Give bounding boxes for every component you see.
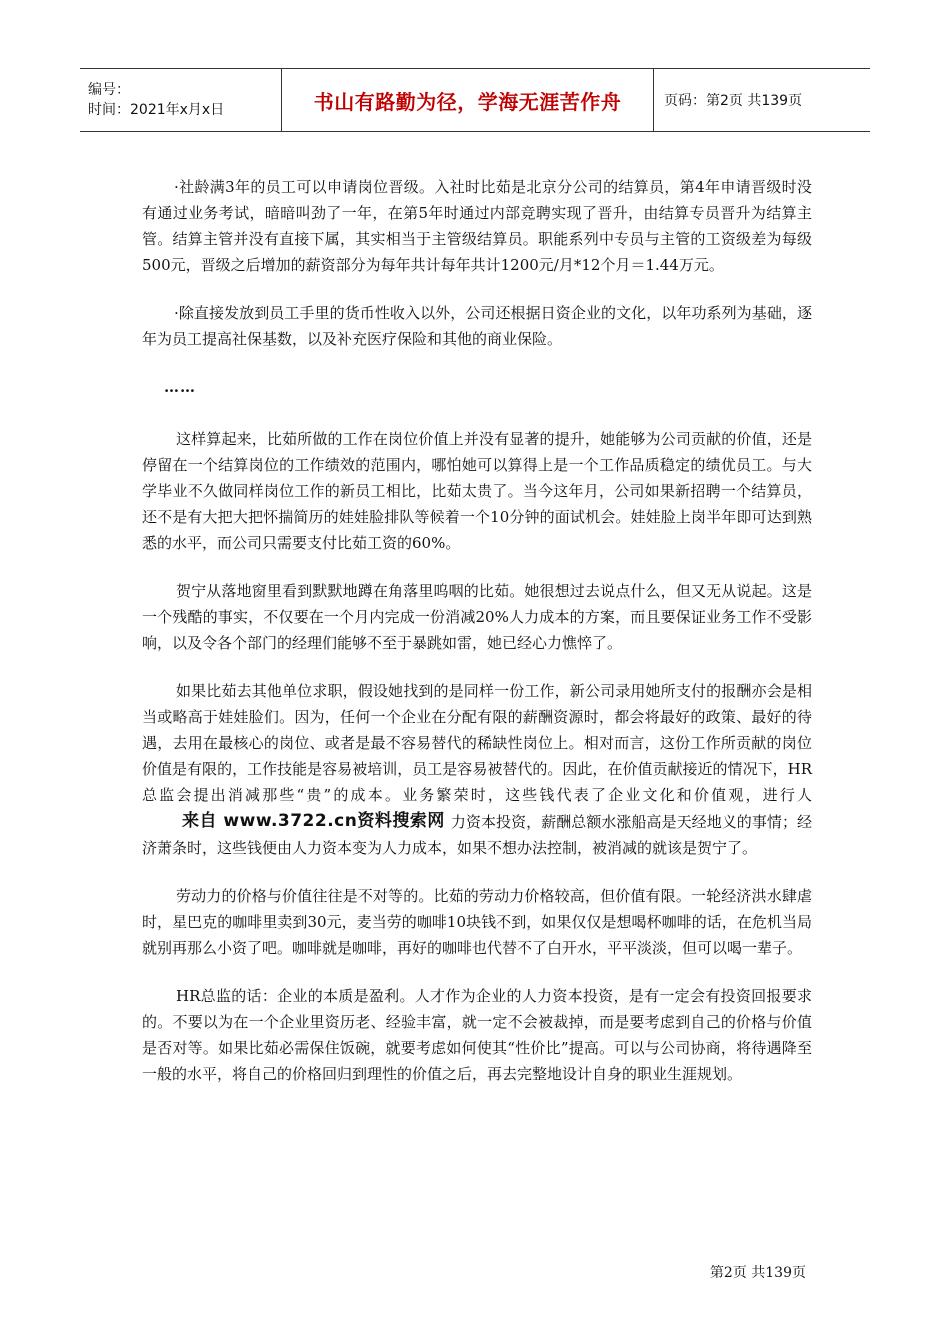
paragraph-job-market-part2: 力资本投资，薪酬总额水涨船高是天经地义的事情；经济萧条时，这些钱便由人力资本变为人力成本，如果不想办法控制，被消减的就该是贺宁了。	[142, 813, 812, 857]
header-meta	[80, 69, 282, 131]
paragraph-job-market	[142, 678, 812, 861]
ellipsis-separator: ……	[164, 378, 196, 396]
header-motto-cell	[282, 69, 654, 131]
paragraph-hr-director: HR总监的话：企业的本质是盈利。人才作为企业的人力资本投资，是有一定会有投资回报要求的。不要以为在一个企业里资历老、经验丰富，就一定不会被裁掉，而是要考虑到自己的价格与价值是否对等。如果比茹必需保住饭碗，就要考虑如何使其“性价比”提高。可以与公司协商，将待遇降至一般的水平，将自己的价格回归到理性的价值之后，再去完整地设计自身的职业生涯规划。	[142, 987, 812, 1083]
paragraph-promotion: ·社龄满3年的员工可以申请岗位晋级。入社时比茹是北京分公司的结算员，第4年申请晋级时没有通过业务考试，暗暗叫劲了一年，在第5年时通过内部竞聘实现了晋升，由结算专员晋升为结算主管。结算主管并没有直接下属，其实相当于主管级结算员。职能系列中专员与主管的工资级差为每级500元，晋级之后增加的薪资部分为每年共计每年共计1200元/月*12个月＝1.44万元。	[142, 178, 812, 274]
paragraph-benefits: ·除直接发放到员工手里的货币性收入以外，公司还根据日资企业的文化，以年功系列为基础，逐年为员工提高社保基数，以及补充医疗保险和其他的商业保险。	[142, 304, 812, 348]
header-motto: 书山有路勤为径，学海无涯苦作舟	[313, 89, 622, 114]
watermark-text: 来自 www.3722.cn资料搜索网	[182, 811, 445, 831]
paragraph-job-market-part1: 如果比茹去其他单位求职，假设她找到的是同样一份工作，新公司录用她所支付的报酬亦会是相当或略高于娃娃脸们。因为，任何一个企业在分配有限的薪酬资源时，都会将最好的政策、最好的待遇，去用在最核心的岗位、或者是最不容易替代的稀缺性岗位上。相对而言，这份工作所贡献的岗位价值是有限的，工作技能是容易被培训，员工是容易被替代的。因此，在价值贡献接近的情况下，HR总监会提出消减那些“贵”的成本。业务繁荣时，这些钱代表了企业文化和价值观，进行人	[142, 682, 812, 804]
paragraph-hening: 贺宁从落地窗里看到默默地蹲在角落里呜咽的比茹。她很想过去说点什么，但又无从说起。这是一个残酷的事实，不仅要在一个月内完成一份消减20%人力成本的方案，而且要保证业务工作不受影响，以及令各个部门的经理们能够不至于暴跳如雷，她已经心力憔悴了。	[142, 582, 812, 652]
header-page-cell	[654, 69, 870, 131]
document-body	[142, 174, 812, 1109]
page-header	[80, 68, 870, 132]
document-time-label: 时间：2021年x月x日	[88, 102, 225, 118]
page-footer: 第2页 共139页	[709, 1265, 806, 1281]
header-page-number: 页码：第2页 共139页	[664, 93, 803, 109]
document-number-label: 编号：	[88, 82, 130, 98]
paragraph-value: 这样算起来，比茹所做的工作在岗位价值上并没有显著的提升，她能够为公司贡献的价值，还是停留在一个结算岗位的工作绩效的范围内，哪怕她可以算得上是一个工作品质稳定的绩优员工。与大学毕业不久做同样岗位工作的新员工相比，比茹太贵了。当今这年月，公司如果新招聘一个结算员，还不是有大把大把怀揣简历的娃娃脸排队等候着一个10分钟的面试机会。娃娃脸上岗半年即可达到熟悉的水平，而公司只需要支付比茹工资的60%。	[142, 430, 812, 552]
paragraph-labor-price: 劳动力的价格与价值往往是不对等的。比茹的劳动力价格较高，但价值有限。一轮经济洪水肆虐时，星巴克的咖啡里卖到30元，麦当劳的咖啡10块钱不到，如果仅仅是想喝杯咖啡的话，在危机当局就别再那么小资了吧。咖啡就是咖啡，再好的咖啡也代替不了白开水，平平淡淡，但可以喝一辈子。	[142, 887, 812, 957]
